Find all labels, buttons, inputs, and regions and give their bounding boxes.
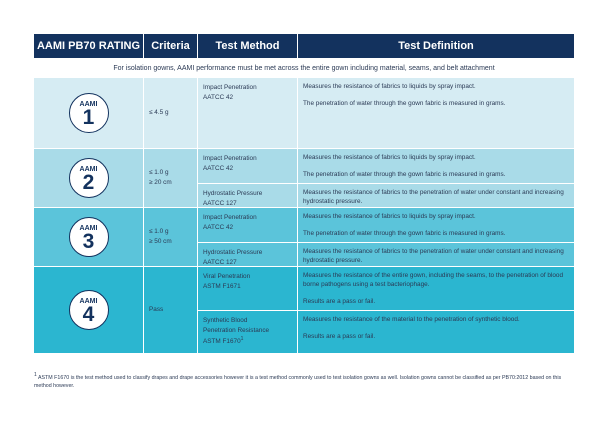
definition-text: Measures the resistance of the material to the penetration of synthetic blood. (303, 316, 520, 323)
tests-group (198, 208, 574, 266)
test-method-line: Viral Penetration (203, 273, 251, 280)
criteria-value: ≥ 20 cm (149, 179, 172, 186)
badge-label: AAMI (79, 165, 98, 173)
level-row-2 (34, 149, 574, 208)
definition-text: The penetration of water through the gown fabric is measured in grams. (303, 230, 506, 237)
tests-group (198, 78, 574, 148)
definition-text: Results are a pass or fail. (303, 298, 376, 305)
test-method-cell (198, 311, 298, 353)
test-definition-cell (298, 311, 574, 353)
footnote-text: ASTM F1670 is the test method used to classify drapes and drape accessories however it is a test method commonly used to test isolation gowns as well. Isolation gowns cannot be classified as per PB70:2012 based on this method however. (34, 374, 562, 389)
criteria-cell (144, 149, 198, 207)
header-test-method: Test Method (198, 34, 298, 58)
criteria-cell (144, 208, 198, 266)
header-test-definition: Test Definition (398, 40, 474, 52)
definition-text: Measures the resistance of the entire gown, including the seams, to the penetration of blood borne pathogens using a test bacteriophage. (303, 272, 564, 288)
table-body (34, 78, 574, 354)
intro-note: For isolation gowns, AAMI performance must be met across the entire gown including material, seams, and belt attachment (113, 64, 495, 72)
criteria-cell (144, 78, 198, 148)
badge-label: AAMI (79, 100, 98, 108)
badge-number: 4 (82, 302, 95, 326)
aami-rating-table (34, 34, 574, 354)
test-definition-cell (298, 267, 574, 310)
test-row (198, 267, 574, 310)
test-method-line: AATCC 127 (203, 258, 237, 266)
footnote (34, 371, 574, 390)
criteria-value: ≤ 1.0 g (149, 169, 169, 176)
test-method-cell (198, 78, 298, 148)
test-method-line: AATCC 42 (203, 164, 234, 172)
footnote-ref: 1 (240, 336, 244, 342)
criteria-value: Pass (149, 306, 164, 313)
header-rating: AAMI PB70 RATING (34, 34, 144, 58)
test-method-line: Hydrostatic Pressure (203, 249, 263, 256)
test-method-cell (198, 267, 298, 310)
level-row-3 (34, 208, 574, 267)
criteria-cell (144, 267, 198, 353)
rating-cell (34, 208, 144, 266)
test-method-line: AATCC 42 (203, 93, 234, 101)
criteria-value: ≤ 4.5 g (149, 109, 169, 116)
test-method-line: Impact Penetration (203, 214, 257, 221)
definition-text: Results are a pass or fail. (303, 333, 376, 340)
criteria-value: ≤ 1.0 g (149, 228, 169, 235)
tests-group (198, 149, 574, 207)
test-method-line: ASTM F1671 (203, 282, 241, 290)
badge-number: 1 (82, 105, 95, 129)
badge-label: AAMI (79, 224, 98, 232)
header-criteria: Criteria (144, 34, 198, 58)
footnote-marker: 1 (34, 372, 37, 378)
test-method-line: ASTM F1670$^1$ (203, 336, 244, 346)
test-row (198, 208, 574, 242)
badge-number: 3 (82, 229, 95, 253)
test-definition-cell (298, 208, 574, 242)
test-method-cell (198, 149, 298, 183)
definition-text: The penetration of water through the gown fabric is measured in grams. (303, 100, 506, 107)
test-row (198, 310, 574, 353)
definition-text: Measures the resistance of fabrics to liquids by spray impact. (303, 83, 476, 90)
tests-group (198, 267, 574, 353)
aami-level-badge (69, 158, 109, 198)
definition-text: The penetration of water through the gown fabric is measured in grams. (303, 171, 506, 178)
rating-cell (34, 149, 144, 207)
definition-text: Measures the resistance of fabrics to liquids by spray impact. (303, 154, 476, 161)
rating-cell (34, 267, 144, 353)
level-row-1 (34, 78, 574, 149)
test-method-line: AATCC 42 (203, 223, 234, 231)
test-method-line: Penetration Resistance (203, 326, 270, 334)
badge-number: 2 (82, 170, 95, 194)
test-definition-cell (298, 149, 574, 183)
test-method-cell (198, 208, 298, 242)
test-method-line: Impact Penetration (203, 84, 257, 91)
badge-label: AAMI (79, 297, 98, 305)
definition-text: Measures the resistance of fabrics to the penetration of water under constant and increasing hydrostatic pressure. (303, 189, 564, 205)
aami-level-badge (69, 93, 109, 133)
level-row-4 (34, 267, 574, 354)
criteria-value: ≥ 50 cm (149, 238, 172, 245)
table-header (34, 34, 574, 58)
test-method-line: Hydrostatic Pressure (203, 190, 263, 197)
test-definition-cell (298, 78, 574, 148)
rating-cell (34, 78, 144, 148)
aami-level-badge (69, 290, 109, 330)
test-row (198, 149, 574, 183)
test-method-line: Synthetic Blood (203, 317, 248, 324)
test-method-line: AATCC 127 (203, 199, 237, 207)
definition-text: Measures the resistance of fabrics to the penetration of water under constant and increasing hydrostatic pressure. (303, 248, 564, 264)
test-method-line: Impact Penetration (203, 155, 257, 162)
test-row (198, 78, 574, 148)
definition-text: Measures the resistance of fabrics to liquids by spray impact. (303, 213, 476, 220)
aami-level-badge (69, 217, 109, 257)
